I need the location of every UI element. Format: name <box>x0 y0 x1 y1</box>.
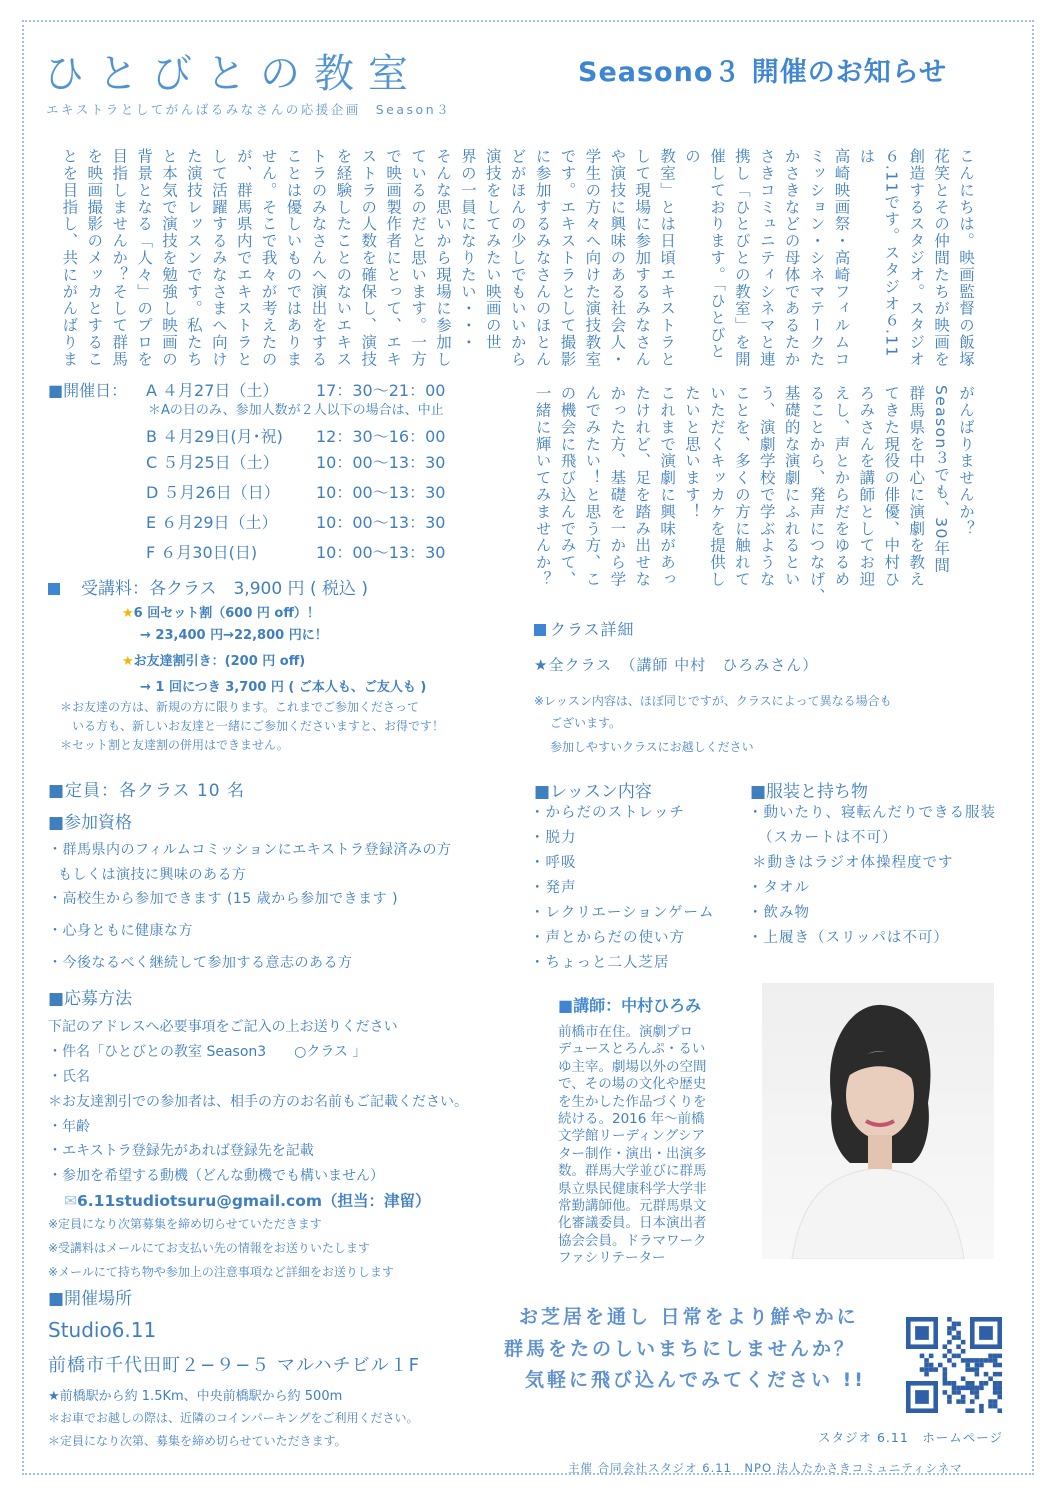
intro-line: ６.11です。スタジオ６.11は <box>857 148 901 358</box>
intro-line: 群馬県を中心に演劇を教え <box>907 385 926 588</box>
season-announcement-title: Seasono３ 開催のお知らせ <box>578 57 947 88</box>
intro-line: てきた現役の俳優、中村ひ <box>882 385 901 588</box>
contact-email[interactable]: ✉6.11studiotsuru@gmail.com（担当：津留） <box>64 1192 431 1210</box>
schedule-date: C ５月25日（土） <box>146 453 279 472</box>
qr-code-icon[interactable] <box>906 1317 1002 1413</box>
belongings-item: ・飲み物 <box>748 905 810 921</box>
intro-line: 教室」とは日頃エキストラと <box>658 148 677 368</box>
bio-line: 数。群馬大学並びに群馬 <box>558 1163 707 1180</box>
mail-icon: ✉ <box>64 1192 77 1210</box>
intro-line: これまで演劇に興味があっ <box>658 385 677 588</box>
schedule-time: 17：30〜21：00 <box>316 381 446 400</box>
class-detail-heading: クラス詳細 <box>534 617 635 640</box>
apply-item: ・エキストラ登録先があれば登録先を記載 <box>48 1143 314 1159</box>
eligibility-item: もしくは演技に興味のある方 <box>58 867 247 883</box>
apply-item: ・参加を希望する動機（どんな動機でも構いません） <box>48 1168 384 1184</box>
intro-line: 基礎的な演劇にふれるとい <box>782 385 801 588</box>
qr-label: スタジオ 6.11 ホームページ <box>818 1430 1004 1445</box>
bio-line: 文学館リーディングシア <box>558 1128 706 1145</box>
lesson-item: ・声とからだの使い方 <box>530 930 685 946</box>
intro-line: 催しております。「ひとびとの <box>683 148 726 360</box>
bio-line: で、その場の文化や歴史 <box>558 1076 707 1093</box>
intro-line: 一緒に輝いてみませんか？ <box>533 385 552 588</box>
belongings-item: ・上履き（スリッパは不可） <box>748 930 949 946</box>
lesson-item: ・ちょっと二人芝居 <box>530 955 670 971</box>
intro-line: で映画製作者にとって、エキ <box>384 148 403 368</box>
intro-line: 界の一員になりたい・・・ <box>458 148 477 351</box>
belongings-item: ・動いたり、寝転んだりできる服装 <box>748 805 996 821</box>
intro-line: して活躍するみなさまへ向け <box>209 148 228 368</box>
lesson-heading: ■レッスン内容 <box>534 782 652 802</box>
eligibility-item: ・心身ともに健康な方 <box>48 923 193 939</box>
venue-name: Studio6.11 <box>48 1318 157 1342</box>
apply-note: ※受講料はメールにてお支払い先の情報をお送りいたします <box>48 1241 370 1255</box>
capacity: ■定員：各クラス 10 名 <box>48 781 245 801</box>
schedule-date: A ４月27日（土） <box>146 381 279 400</box>
intro-line: の機会に飛び込んでみて、 <box>558 385 577 588</box>
eligibility-heading: ■参加資格 <box>48 813 133 833</box>
intro-line: ことを、多くの方に触れて <box>732 385 751 588</box>
schedule-date: E ６月29日（土） <box>146 513 278 532</box>
intro-line: に参加するみなさんのほとん <box>533 148 552 368</box>
intro-line: ミッション・シネマテークた <box>807 148 826 368</box>
schedule-time: 10：00〜13：30 <box>316 453 446 472</box>
intro-line: かった方、基礎を一から学 <box>608 385 627 588</box>
intro-line: せん。そこで我々が考えたの <box>259 148 278 368</box>
intro-line: 学生の方々へ向けた演技教室 <box>583 148 602 368</box>
venue-note-1: ＊お車でお越しの際は、近隣のコインパーキングをご利用ください。 <box>48 1411 419 1425</box>
venue-address: 前橋市千代田町２−９−５ マルハチビル１F <box>48 1355 420 1376</box>
eligibility-item: ・群馬県内のフィルムコミッションにエキストラ登録済みの方 <box>48 842 452 858</box>
belongings-item: ＊動きはラジオ体操程度です <box>752 855 954 871</box>
apply-item: ・氏名 <box>48 1069 90 1085</box>
schedule-date: D ５月26日（日） <box>146 483 280 502</box>
bio-line: ター制作・演出・出演多 <box>558 1145 707 1162</box>
intro-vertical-text <box>56 148 978 370</box>
fee-heading: 受講料：各クラス 3,900 円 ( 税込 ) <box>48 574 368 599</box>
instructor-photo <box>762 983 994 1259</box>
belongings-item: ・タオル <box>748 880 810 896</box>
venue-access: ★前橋駅から約 1.5Km、中央前橋駅から約 500m <box>48 1389 343 1404</box>
schedule-date: B ４月29日(月･祝) <box>146 427 283 446</box>
bio-line: デュースとろんぷ・るい <box>558 1041 706 1058</box>
intro-line: や演技に興味のある社会人・ <box>608 148 627 368</box>
apply-note: ※定員になり次第募集を締め切らせていただきます <box>48 1217 322 1231</box>
intro-line: う、演劇学校で学ぶような <box>757 385 776 588</box>
schedule-heading: ■開催日： <box>48 381 128 400</box>
intro-line: Season３でも、30年間 <box>932 385 951 574</box>
fee-note-2: いる方も、新しいお友達と一緒にご参加くださいますと、お得です！ <box>72 719 445 733</box>
apply-item: ・年齢 <box>48 1119 90 1135</box>
bio-line: を生かした作品づくりを <box>558 1093 707 1110</box>
schedule-note-a: ＊Aの日のみ、参加人数が２人以下の場合は、中止 <box>148 403 444 418</box>
apply-item: 下記のアドレスへ必要事項をご記入の上お送りください <box>48 1019 398 1035</box>
intro-line: さきコミュニティシネマと連 <box>757 148 776 368</box>
bio-line: 化審議委員。日本演出者 <box>558 1215 707 1232</box>
fee-note-1: ＊お友達の方は、新規の方に限ります。これまでご参加くださって <box>60 700 420 714</box>
intro-line: を映画撮影のメッカとするこ <box>85 148 104 368</box>
slogan-line-1: お芝居を通し 日常をより鮮やかに <box>519 1306 859 1328</box>
instructor-heading: ■講師：中村ひろみ <box>558 996 702 1015</box>
intro-line: がんばりませんか？ <box>957 385 975 538</box>
schedule-time: 10：00〜13：30 <box>316 483 446 502</box>
intro-line: いただくキッカケを提供し <box>707 385 726 588</box>
set-price: → 23,400 円→22,800 円に！ <box>140 628 328 643</box>
intro-line: 目指しませんか？そして群馬 <box>110 148 129 368</box>
intro-line: ストラの人数を確保し、演技 <box>359 148 378 368</box>
bio-line: 協会会員。ドラマワーク <box>558 1232 707 1249</box>
intro-line: 背景となる「人々」のプロを <box>135 148 154 368</box>
intro-line: と本気で演技を勉強し映画の <box>160 148 178 368</box>
intro-line: 花笑とその仲間たちが映画を <box>932 148 951 368</box>
intro-line: こんにちは。映画監督の飯塚 <box>957 148 975 368</box>
bio-line: 常勤講師他。元群馬県文 <box>558 1198 707 1214</box>
slogan-line-2: 群馬をたのしいまちにしませんか？ <box>504 1338 857 1360</box>
set-discount: ★6 回セット割（600 円 off）！ <box>122 606 320 621</box>
apply-item: ・件名「ひとびとの教室 Season3 ○クラス 」 <box>48 1044 367 1060</box>
eligibility-item: ・高校生から参加できます (15 歳から参加できます ) <box>48 891 399 907</box>
venue-heading: ■開催場所 <box>48 1289 133 1309</box>
belongings-heading: ■服装と持ち物 <box>750 782 869 802</box>
bio-line: ファシリテーター <box>558 1250 666 1267</box>
intro-line: ることから、発声につなげ、 <box>807 385 826 605</box>
schedule-time: 10：00〜13：30 <box>316 543 446 562</box>
fee-note-3: ＊セット割と友達割の併用はできません。 <box>60 738 289 752</box>
lesson-item: ・発声 <box>530 880 577 896</box>
lesson-item: ・レクリエーションゲーム <box>530 905 715 921</box>
bio-line: 続ける。2016 年〜前橋 <box>558 1111 705 1127</box>
footer-organizers: 主催 合同会社スタジオ 6.11 NPO 法人たかさきコミュニティシネマ <box>568 1461 963 1475</box>
intro-line: たけれど、足を踏み出せな <box>633 385 652 588</box>
belongings-item: （スカートは不可） <box>758 830 898 846</box>
intro-line: して現場に参加するみなさん <box>633 148 652 368</box>
intro-line: とを目指し、共にがんばりま <box>60 148 79 368</box>
star-icon: ★ <box>122 606 134 621</box>
square-bullet-icon <box>534 624 546 636</box>
intro-vertical-text-2 <box>530 385 978 607</box>
intro-line: 演技をしてみたい映画の世 <box>483 148 502 351</box>
class-detail-note-2: ございます。 <box>550 716 622 730</box>
intro-line: を経験したことのないエキス <box>334 148 353 368</box>
intro-line: どがほんの少しでもいいから <box>508 148 527 368</box>
intro-line: かさきなどの母体であるたか <box>782 148 801 368</box>
class-detail-note-3: 参加しやすいクラスにお越しください <box>550 740 754 754</box>
apply-item: ＊お友達割引での参加者は、相手の方のお名前もご記載ください。 <box>48 1094 468 1110</box>
intro-line: です。エキストラとして撮影 <box>558 148 577 368</box>
intro-line: 携し「ひとびとの教室」を開 <box>732 148 751 368</box>
sub-title: エキストラとしてがんばるみなさんの応援企画 Season３ <box>46 102 452 117</box>
person-silhouette-icon <box>762 983 994 1259</box>
apply-heading: ■応募方法 <box>48 989 133 1009</box>
schedule-time: 10：00〜13：30 <box>316 513 446 532</box>
star-icon: ★ <box>122 654 134 669</box>
intro-line: が、群馬県内でエキストラと <box>234 148 253 368</box>
class-detail-all: ★全クラス （講師 中村 ひろみさん） <box>534 656 819 674</box>
bio-line: ゆ主宰。劇場以外の空間 <box>558 1058 707 1075</box>
class-detail-note-1: ※レッスン内容は、ほぼ同じですが、クラスによって異なる場合も <box>534 694 892 708</box>
intro-line: そんな思いから現場に参加し <box>433 148 452 368</box>
intro-line: たいと思います！ <box>683 385 702 521</box>
square-bullet-icon <box>48 583 60 595</box>
intro-line: トラのみなさんへ演出をする <box>309 148 328 368</box>
intro-line: 高崎映画祭・高崎フィルムコ <box>832 148 851 368</box>
friend-discount: ★お友達割引き：(200 円 off) <box>122 654 306 669</box>
schedule-date: F ６月30日(日) <box>146 543 258 562</box>
lesson-item: ・呼吸 <box>530 855 577 871</box>
intro-line: ことは優しいものではありま <box>284 148 303 368</box>
intro-line: ろみさんを講師としてお迎 <box>857 385 876 588</box>
slogan-line-3: 気軽に飛び込んでみてください !! <box>525 1369 866 1391</box>
venue-note-2: ＊定員になり次第、募集を締め切らせていただきます。 <box>48 1434 347 1448</box>
lesson-item: ・脱力 <box>530 830 577 846</box>
bio-line: 県立県民健康科学大学非 <box>558 1180 707 1197</box>
intro-line: 創造するスタジオ。スタジオ <box>907 148 926 368</box>
friend-price: → 1 回につき 3,700 円 ( ご本人も、ご友人も ) <box>140 680 427 695</box>
apply-note: ※メールにて持ち物や参加上の注意事項など詳細をお送りします <box>48 1265 394 1279</box>
intro-line: ているのだと思います。一方 <box>409 148 428 368</box>
schedule-time: 12：30〜16：00 <box>316 427 446 446</box>
intro-line: た演技レッスンです。私たち <box>184 148 203 368</box>
main-title: ひとびとの教室 <box>44 51 422 97</box>
eligibility-item: ・今後なるべく継続して参加する意志のある方 <box>48 955 353 971</box>
lesson-item: ・からだのストレッチ <box>530 805 685 821</box>
bio-line: 前橋市在住。演劇プロ <box>558 1024 693 1040</box>
intro-line: えし、声とからだをゆるめ <box>832 385 851 588</box>
intro-line: んでみたい！と思う方、こ <box>583 385 602 588</box>
